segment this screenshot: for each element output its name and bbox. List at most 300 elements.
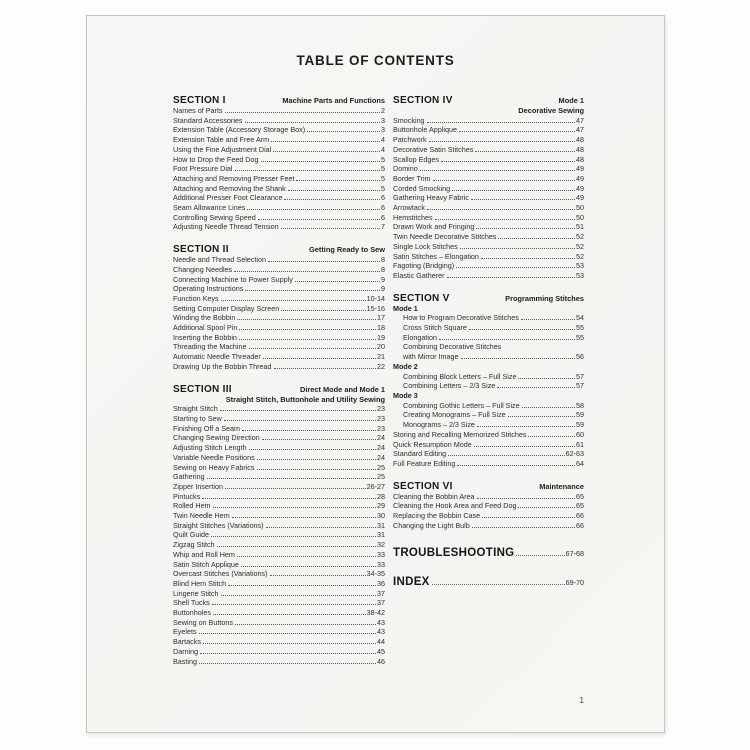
toc-entry-page: 61	[576, 439, 584, 449]
dot-leader	[427, 209, 575, 210]
toc-entry	[393, 501, 584, 511]
toc-entry	[173, 521, 385, 531]
toc-entry-label: Combining Letters – 2/3 Size	[403, 381, 496, 391]
dot-leader	[234, 271, 380, 272]
toc-entry-page: 53	[576, 270, 584, 280]
toc-entry-label: Operating Instructions	[173, 284, 244, 294]
dot-leader	[461, 358, 575, 359]
toc-section	[173, 384, 385, 667]
toc-entry-page: 23	[377, 413, 385, 423]
dot-leader	[307, 131, 380, 132]
toc-entry-page: 17	[377, 313, 385, 323]
toc-entry-page: 57	[576, 371, 584, 381]
section-heading-row	[173, 95, 385, 106]
toc-entry	[393, 333, 584, 343]
toc-entry-page: 26-27	[366, 481, 385, 491]
toc-entry	[173, 323, 385, 333]
toc-entry-page: 28	[377, 491, 385, 501]
toc-entry	[393, 222, 584, 232]
dot-leader	[477, 426, 575, 427]
toc-entry-label: Threading the Machine	[173, 342, 247, 352]
toc-entry	[173, 443, 385, 453]
toc-entry-label: Shell Tucks	[173, 598, 210, 608]
toc-entry-page: 65	[576, 491, 584, 501]
toc-entry-page: 10-14	[366, 293, 385, 303]
toc-entry	[173, 174, 385, 184]
section-name: SECTION V	[393, 292, 450, 304]
toc-entry	[173, 608, 385, 618]
toc-entry-label: Full Feature Editing	[393, 458, 456, 468]
toc-entry	[393, 381, 584, 391]
dot-leader	[474, 446, 575, 447]
toc-entry	[173, 135, 385, 145]
toc-entry	[173, 294, 385, 304]
toc-entry-page: 8	[381, 255, 385, 265]
toc-entry-label: Automatic Needle Threader	[173, 352, 261, 362]
toc-entry-page: 44	[377, 637, 385, 647]
toc-entry-label: Lingerie Stitch	[173, 588, 219, 598]
toc-entry-page: 31	[377, 520, 385, 530]
dot-leader	[207, 478, 376, 479]
toc-entry-page: 51	[576, 222, 584, 232]
toc-entry-label: with Mirror Image	[403, 352, 459, 362]
toc-entry	[173, 313, 385, 323]
dot-leader	[262, 439, 376, 440]
dot-leader	[295, 281, 380, 282]
dot-leader	[271, 141, 380, 142]
toc-entry	[173, 275, 385, 285]
toc-entry	[393, 511, 584, 521]
toc-entry	[393, 193, 584, 203]
toc-entry	[393, 184, 584, 194]
toc-entry-page: 6	[381, 193, 385, 203]
toc-entry-label: Sewing on Heavy Fabrics	[173, 462, 255, 472]
toc-entry-label: Darning	[173, 646, 199, 656]
toc-entry-label: Gathering	[173, 472, 205, 482]
dot-leader	[239, 339, 376, 340]
toc-entry-label: Elongation	[403, 332, 437, 342]
dot-leader	[281, 310, 365, 311]
toc-entry	[393, 410, 584, 420]
mode-subheading: Mode 3	[393, 390, 418, 400]
toc-entry-page: 25	[377, 472, 385, 482]
dot-leader	[452, 190, 575, 191]
toc-entry-label: Whip and Roll Hem	[173, 549, 235, 559]
toc-entry	[173, 433, 385, 443]
toc-entry	[173, 404, 385, 414]
dot-leader	[235, 170, 380, 171]
dot-leader	[224, 420, 376, 421]
toc-entry-label: Standard Editing	[393, 449, 447, 459]
toc-entry	[173, 569, 385, 579]
toc-entry	[173, 164, 385, 174]
toc-entry-page: 24	[377, 433, 385, 443]
toc-entry-label: Adjusting Needle Thread Tension	[173, 222, 279, 232]
dot-leader	[213, 614, 366, 615]
toc-major-entry-page: 69-70	[565, 578, 584, 588]
toc-entry-label: Quilt Guide	[173, 530, 209, 540]
toc-entry-page: 59	[576, 420, 584, 430]
toc-entry-label: Straight Stitches (Variations)	[173, 520, 264, 530]
toc-entry-label: Elastic Gatherer	[393, 270, 445, 280]
toc-entry-label: Starting to Sew	[173, 413, 222, 423]
toc-entry	[173, 284, 385, 294]
toc-entry-page: 55	[576, 323, 584, 333]
toc-entry-page: 25	[377, 462, 385, 472]
dot-leader	[472, 527, 575, 528]
toc-entry-page: 62-63	[565, 449, 584, 459]
toc-entry-label: Cleaning the Hook Area and Feed Dog	[393, 501, 517, 511]
toc-entry-page: 29	[377, 501, 385, 511]
dot-leader	[296, 180, 380, 181]
toc-entry-label: Drawn Work and Fringing	[393, 222, 475, 232]
toc-entry-label: Monograms – 2/3 Size	[403, 420, 475, 430]
toc-entry-page: 43	[377, 617, 385, 627]
toc-entry	[173, 222, 385, 232]
toc-entry-page: 47	[576, 125, 584, 135]
toc-entry-label: Zigzag Stitch	[173, 540, 215, 550]
toc-entry-page: 52	[576, 241, 584, 251]
toc-entry	[173, 657, 385, 667]
toc-section	[173, 95, 385, 232]
toc-entry-label: Changing the Light Bulb	[393, 520, 470, 530]
toc-entry	[393, 459, 584, 469]
dot-leader	[199, 663, 376, 664]
dot-leader	[232, 517, 376, 518]
toc-entry-page: 5	[381, 154, 385, 164]
toc-entry-label: Variable Needle Positions	[173, 452, 255, 462]
dot-leader	[441, 161, 575, 162]
dot-leader	[239, 329, 376, 330]
toc-entry	[173, 155, 385, 165]
toc-entry-label: Pintucks	[173, 491, 201, 501]
dot-leader	[237, 319, 376, 320]
toc-entry-page: 2	[381, 106, 385, 115]
toc-entry-label: Standard Accessories	[173, 115, 243, 125]
dot-leader	[475, 151, 575, 152]
dot-leader	[241, 566, 376, 567]
toc-entry-page: 50	[576, 212, 584, 222]
toc-entry-label: Twin Needle Hem	[173, 511, 230, 521]
toc-section	[393, 95, 584, 281]
toc-entry-page: 36	[377, 578, 385, 588]
toc-entry-label: Gathering Heavy Fabric	[393, 193, 469, 203]
toc-entry-page: 9	[381, 274, 385, 284]
toc-entry	[173, 501, 385, 511]
dot-leader	[221, 300, 366, 301]
toc-entry-label: Corded Smocking	[393, 183, 451, 193]
dot-leader	[203, 643, 376, 644]
toc-entry-label: Changing Needles	[173, 264, 233, 274]
dot-leader	[220, 410, 376, 411]
dot-leader	[247, 209, 380, 210]
dot-leader	[281, 228, 380, 229]
dot-leader	[497, 387, 575, 388]
toc-entry-page: 49	[576, 164, 584, 174]
toc-entry-page: 49	[576, 193, 584, 203]
dot-leader	[199, 633, 376, 634]
dot-leader	[266, 527, 376, 528]
toc-entry-label: Single Lock Stitches	[393, 241, 458, 251]
section-heading-row	[173, 384, 385, 395]
dot-leader	[439, 339, 575, 340]
toc-entry-page: 6	[381, 203, 385, 213]
toc-entry	[393, 242, 584, 252]
toc-entry-label: Using the Fine Adjustment Dial	[173, 144, 272, 154]
toc-entry	[173, 265, 385, 275]
toc-entry	[393, 232, 584, 242]
toc-entry-label: Finishing Off a Seam	[173, 423, 240, 433]
toc-entry-page: 23	[377, 423, 385, 433]
toc-entry	[393, 323, 584, 333]
toc-entry	[393, 261, 584, 271]
toc-entry-label: Combining Block Letters – Full Size	[403, 371, 517, 381]
dot-leader	[200, 653, 376, 654]
toc-entry-page: 59	[576, 410, 584, 420]
toc-entry	[173, 362, 385, 372]
dot-leader	[469, 329, 575, 330]
toc-entry-page: 56	[576, 352, 584, 362]
toc-entry-page: 60	[576, 429, 584, 439]
toc-entry	[393, 440, 584, 450]
toc-entry-label: Extension Table (Accessory Storage Box)	[173, 125, 306, 135]
dot-leader	[435, 219, 575, 220]
section-heading-row	[393, 95, 584, 106]
dot-leader	[459, 131, 575, 132]
toc-entry-label: How to Drop the Feed Dog	[173, 154, 259, 164]
toc-entry-page: 49	[576, 183, 584, 193]
toc-entry	[173, 647, 385, 657]
toc-entry-page: 3	[381, 115, 385, 125]
toc-entry-label: Basting	[173, 656, 197, 666]
toc-entry-label: Attaching and Removing Presser Feet	[173, 173, 295, 183]
toc-entry-label: Attaching and Removing the Shank	[173, 183, 286, 193]
dot-leader	[471, 199, 575, 200]
toc-entry	[173, 598, 385, 608]
section-name: SECTION III	[173, 383, 232, 395]
toc-entry	[173, 618, 385, 628]
toc-entry-label: Blind Hem Stitch	[173, 578, 227, 588]
toc-entry-page: 32	[377, 540, 385, 550]
dot-leader	[257, 459, 376, 460]
dot-leader	[242, 430, 376, 431]
dot-leader	[235, 624, 376, 625]
toc-entry-label: Connecting Machine to Power Supply	[173, 274, 293, 284]
dot-leader	[460, 248, 575, 249]
dot-leader	[249, 449, 376, 450]
toc-entry-label: Seam Allowance Lines	[173, 203, 246, 213]
toc-entry	[173, 540, 385, 550]
section-heading-row	[393, 293, 584, 304]
dot-leader	[257, 469, 377, 470]
dot-leader	[427, 122, 575, 123]
toc-entry-page: 45	[377, 646, 385, 656]
toc-entry-page: 53	[576, 261, 584, 271]
dot-leader	[432, 584, 565, 585]
toc-entry-label: Hemstitches	[393, 212, 433, 222]
toc-major-entry	[393, 576, 584, 588]
toc-entry-page: 47	[576, 115, 584, 125]
dot-leader	[508, 416, 575, 417]
toc-entry-page: 38-42	[366, 608, 385, 618]
dot-leader	[221, 595, 376, 596]
toc-entry	[393, 125, 584, 135]
dot-leader	[433, 180, 575, 181]
toc-entry-label: Combining Gothic Letters – Full Size	[403, 400, 520, 410]
dot-leader	[225, 488, 366, 489]
toc-entry-label: Needle and Thread Selection	[173, 255, 266, 265]
toc-entry-page: 52	[576, 251, 584, 261]
page-number: 1	[579, 696, 584, 705]
toc-entry-label: Sewing on Buttons	[173, 617, 233, 627]
toc-entry-page: 34-35	[366, 569, 385, 579]
toc-column-left	[173, 95, 385, 678]
dot-leader	[516, 555, 564, 556]
toc-entry-page: 48	[576, 154, 584, 164]
toc-entry-label: Foot Pressure Dial	[173, 164, 233, 174]
dot-leader	[518, 378, 575, 379]
dot-leader	[481, 258, 575, 259]
toc-entry	[393, 401, 584, 411]
toc-entry-label: Buttonhole Applique	[393, 125, 457, 135]
dot-leader	[225, 112, 380, 113]
toc-entry	[173, 213, 385, 223]
toc-entry-label: Overcast Stitches (Variations)	[173, 569, 268, 579]
toc-entry	[393, 135, 584, 145]
section-name: SECTION IV	[393, 95, 453, 106]
dot-leader	[237, 556, 376, 557]
toc-entry	[393, 174, 584, 184]
toc-entry-label: Zipper Insertion	[173, 481, 223, 491]
toc-entry	[173, 453, 385, 463]
toc-entry-page: 24	[377, 452, 385, 462]
dot-leader	[258, 219, 380, 220]
toc-entry-label: Additional Spool Pin	[173, 323, 238, 333]
toc-entry	[393, 430, 584, 440]
toc-entry-label: Satin Stitch Applique	[173, 559, 239, 569]
dot-leader	[284, 199, 380, 200]
toc-section	[393, 481, 584, 531]
toc-entry-page: 30	[377, 511, 385, 521]
section-subtitle: Getting Ready to Sew	[309, 245, 385, 255]
toc-entry-page: 58	[576, 400, 584, 410]
toc-entry	[393, 420, 584, 430]
toc-entry-label: Rolled Hem	[173, 501, 211, 511]
toc-entry-page: 4	[381, 144, 385, 154]
toc-entry-page: 65	[576, 501, 584, 511]
toc-entry-page: 57	[576, 381, 584, 391]
toc-major-entry	[393, 547, 584, 559]
toc-entry-page: 66	[576, 511, 584, 521]
dot-leader	[482, 517, 575, 518]
toc-entry-page: 5	[381, 164, 385, 174]
toc-entry-page: 37	[377, 588, 385, 598]
toc-entry	[173, 414, 385, 424]
toc-entry	[173, 106, 385, 116]
toc-entry	[393, 271, 584, 281]
toc-entry-page: 33	[377, 559, 385, 569]
toc-entry-page: 22	[377, 361, 385, 371]
toc-entry-label: Drawing Up the Bobbin Thread	[173, 361, 272, 371]
toc-entry	[393, 145, 584, 155]
toc-column-right	[393, 95, 584, 588]
toc-entry-label: Border Trim	[393, 173, 431, 183]
toc-entry-label: Storing and Recalling Memorized Stitches	[393, 429, 527, 439]
toc-entry-page: 8	[381, 264, 385, 274]
toc-entry	[173, 255, 385, 265]
toc-entry-page: 49	[576, 173, 584, 183]
toc-entry-label: Eyelets	[173, 627, 197, 637]
toc-entry	[173, 304, 385, 314]
dot-leader	[245, 290, 380, 291]
toc-entry-label: Combining Decorative Stitches	[403, 342, 502, 352]
page-title: TABLE OF CONTENTS	[296, 53, 455, 68]
dot-leader	[217, 546, 376, 547]
toc-entry-label: Twin Needle Decorative Stitches	[393, 232, 497, 242]
toc-entry-label: Cross Stitch Square	[403, 323, 467, 333]
section-name: SECTION VI	[393, 480, 453, 492]
toc-entry	[393, 342, 584, 352]
toc-entry	[173, 116, 385, 126]
toc-entry	[393, 492, 584, 502]
toc-entry-page: 5	[381, 173, 385, 183]
toc-entry	[173, 589, 385, 599]
toc-entry-page: 3	[381, 125, 385, 135]
section-subtitle-2: Straight Stitch, Buttonhole and Utility Sewing	[225, 394, 385, 404]
toc-entry-page: 46	[377, 656, 385, 666]
toc-entry-label: Adjusting Stitch Length	[173, 443, 247, 453]
toc-entry-label: Straight Stitch	[173, 404, 218, 414]
section-heading-row	[173, 244, 385, 255]
toc-entry-label: Smocking	[393, 115, 425, 125]
toc-entry	[173, 184, 385, 194]
toc-entry-page: 20	[377, 342, 385, 352]
toc-entry	[173, 492, 385, 502]
toc-entry-label: Arrowtack	[393, 203, 425, 213]
toc-entry	[393, 116, 584, 126]
dot-leader	[521, 319, 575, 320]
section-subtitle: Machine Parts and Functions	[282, 96, 385, 105]
toc-entry-page: 19	[377, 332, 385, 342]
section-subtitle: Mode 1	[558, 96, 584, 105]
toc-entry	[393, 213, 584, 223]
toc-entry	[173, 352, 385, 362]
toc-entry	[173, 530, 385, 540]
toc-entry-page: 31	[377, 530, 385, 540]
toc-entry	[173, 511, 385, 521]
toc-entry	[173, 203, 385, 213]
toc-entry-page: 52	[576, 232, 584, 242]
dot-leader	[261, 161, 381, 162]
dot-leader	[288, 190, 380, 191]
toc-entry-label: Names of Parts	[173, 106, 223, 115]
toc-entry-label: Patchwork	[393, 135, 427, 145]
toc-entry-label: Inserting the Bobbin	[173, 332, 237, 342]
toc-entry-label: Setting Computer Display Screen	[173, 303, 280, 313]
dot-leader	[447, 277, 575, 278]
dot-leader	[457, 465, 575, 466]
toc-entry-page: 33	[377, 549, 385, 559]
section-subtitle-2: Decorative Sewing	[518, 106, 584, 115]
dot-leader	[522, 407, 575, 408]
toc-entry-page: 43	[377, 627, 385, 637]
dot-leader	[274, 368, 376, 369]
toc-entry-page: 48	[576, 144, 584, 154]
dot-leader	[202, 498, 376, 499]
toc-entry-label: How to Program Decorative Stitches	[403, 313, 519, 323]
dot-leader	[213, 507, 376, 508]
toc-entry-label: Domino	[393, 164, 418, 174]
